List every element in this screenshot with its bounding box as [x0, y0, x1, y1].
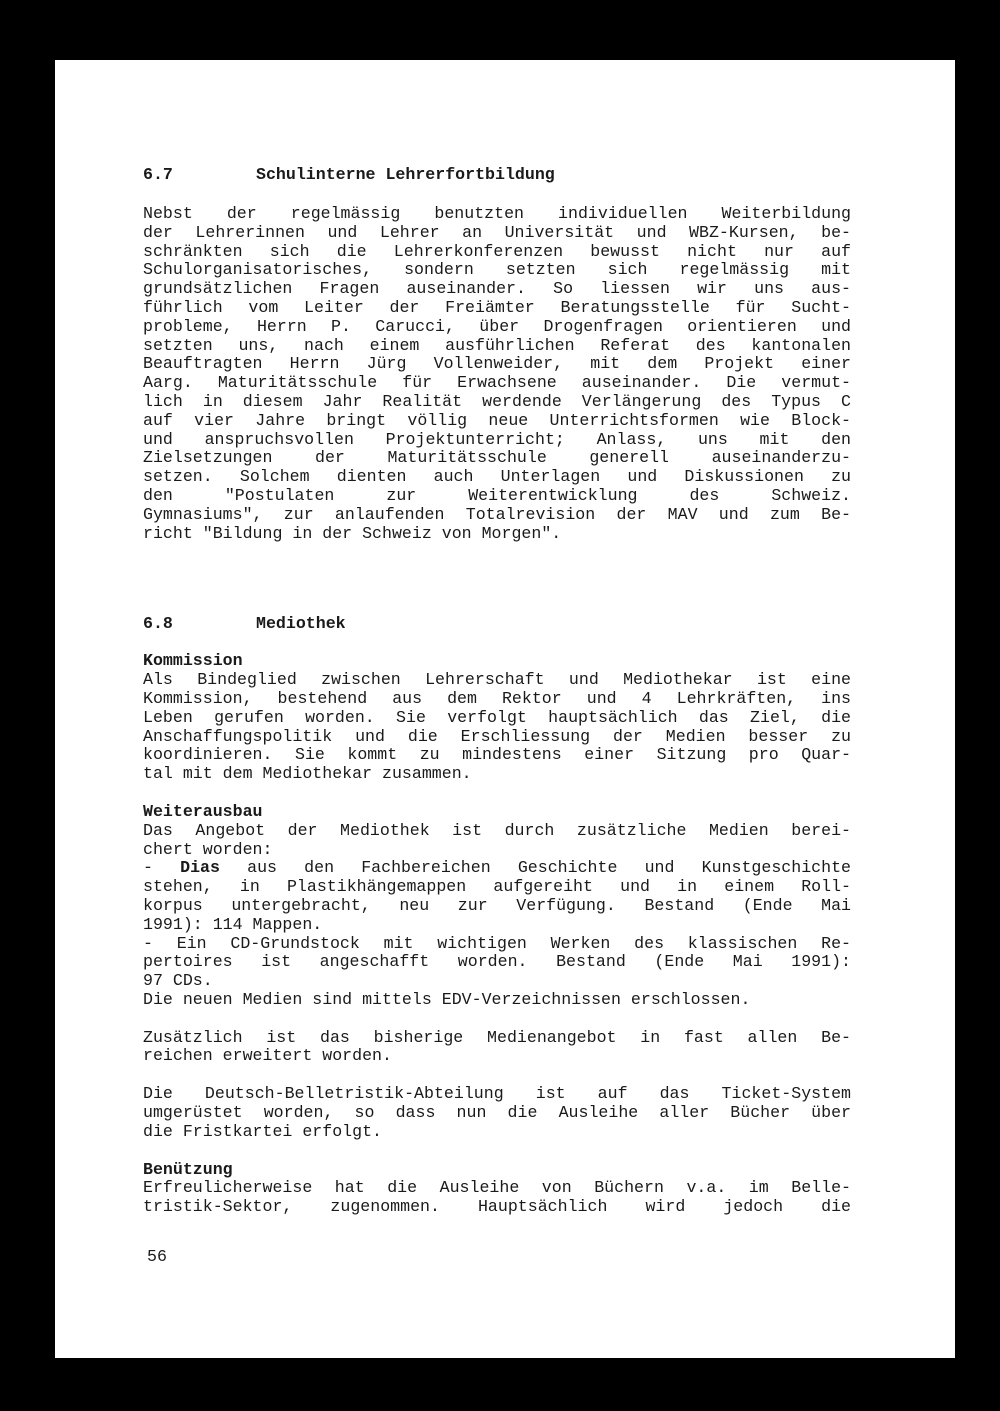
section-number: 6.8	[143, 614, 173, 634]
text-line: tal mit dem Mediothekar zusammen.	[143, 764, 472, 784]
weiterausbau-paragraph	[143, 822, 851, 860]
text-line: korpus untergebracht, neu zur Verfügung. Bestand (Ende Mai	[143, 895, 851, 915]
text-line: Als Bindeglied zwischen Lehrerschaft und Mediothekar ist eine	[143, 670, 851, 690]
text-line: schränkten sich die Lehrerkonferenzen bewusst nicht nur auf	[143, 241, 851, 261]
section-6-8-heading	[143, 615, 851, 635]
text-line: Schulorganisatorisches, sondern setzten sich regelmässig mit	[143, 260, 851, 280]
text-line: lich in diesem Jahr Realität werdende Verlängerung des Typus C	[143, 391, 851, 411]
text-line: Aarg. Maturitätsschule für Erwachsene auseinander. Die vermut-	[143, 373, 851, 393]
text-line: Erfreulicherweise hat die Ausleihe von Büchern v.a. im Belle-	[143, 1178, 851, 1198]
text-line: 97 CDs.	[143, 971, 213, 991]
text-line: und anspruchsvollen Projektunterricht; Anlass, uns mit den	[143, 429, 851, 449]
text-line: Leben gerufen worden. Sie verfolgt hauptsächlich das Ziel, die	[143, 707, 851, 727]
list-item-dias	[143, 859, 851, 934]
text-line: setzten uns, nach einem ausführlichen Referat des kantonalen	[143, 335, 851, 355]
text-line: tristik-Sektor, zugenommen. Hauptsächlich wird jedoch die	[143, 1197, 851, 1217]
text-line: grundsätzlichen Fragen auseinander. So liessen wir uns aus-	[143, 279, 851, 299]
section-6-7-paragraph	[143, 205, 851, 543]
text-line: 1991): 114 Mappen.	[143, 914, 323, 934]
text-line: Das Angebot der Mediothek ist durch zusätzliche Medien berei-	[143, 820, 851, 840]
kommission-paragraph	[143, 671, 851, 784]
ticket-system-paragraph	[143, 1085, 851, 1141]
section-title: Schulinterne Lehrerfortbildung	[256, 165, 555, 184]
text-line: den "Postulaten zur Weiterentwicklung des Schweiz.	[143, 485, 851, 505]
text-line: umgerüstet worden, so dass nun die Ausleihe aller Bücher über	[143, 1103, 851, 1123]
text-line: Anschaffungspolitik und die Erschliessung der Medien besser zu	[143, 726, 851, 746]
text-run: aus den Fachbereichen Geschichte und Kunstgeschichte	[219, 858, 851, 878]
text-line: Kommission, bestehend aus dem Rektor und 4 Lehrkräften, ins	[143, 688, 851, 708]
medienangebot-paragraph	[143, 1029, 851, 1067]
bold-term: Dias	[180, 858, 220, 878]
text-line	[143, 858, 851, 878]
text-line: Zielsetzungen der Maturitätsschule generell auseinanderzu-	[143, 448, 851, 468]
text-line: Die Deutsch-Belletristik-Abteilung ist auf das Ticket-System	[143, 1084, 851, 1104]
bullet-dash: -	[143, 858, 181, 878]
subheading-weiterausbau: Weiterausbau	[143, 801, 263, 821]
text-line: die Fristkartei erfolgt.	[143, 1121, 382, 1141]
text-line: Die neuen Medien sind mittels EDV-Verzeichnissen erschlossen.	[143, 989, 751, 1009]
text-run: Ein CD-Grundstock mit wichtigen Werken des klassischen Re-	[176, 933, 851, 953]
text-line: Gymnasiums", zur anlaufenden Totalrevision der MAV und zum Be-	[143, 504, 851, 524]
subheading-kommission: Kommission	[143, 651, 243, 671]
text-line: richt "Bildung in der Schweiz von Morgen".	[143, 523, 562, 543]
text-line: reichen erweitert worden.	[143, 1046, 392, 1066]
text-line: führlich vom Leiter der Freiämter Beratungsstelle für Sucht-	[143, 297, 851, 317]
bullet-dash: -	[143, 933, 177, 953]
list-item-cds	[143, 935, 851, 991]
section-6-7-heading	[143, 166, 851, 186]
page-number: 56	[147, 1247, 167, 1266]
page-content	[143, 166, 851, 1217]
text-line: der Lehrerinnen und Lehrer an Universität und WBZ-Kursen, be-	[143, 222, 851, 242]
text-line: stehen, in Plastikhängemappen aufgereiht und in einem Roll-	[143, 877, 851, 897]
text-line: Beauftragten Herrn Jürg Vollenweider, mit dem Projekt einer	[143, 354, 851, 374]
section-number: 6.7	[143, 165, 173, 184]
text-line: koordinieren. Sie kommt zu mindestens einer Sitzung pro Quar-	[143, 745, 851, 765]
text-line: Zusätzlich ist das bisherige Medienangebot in fast allen Be-	[143, 1027, 851, 1047]
text-line: Nebst der regelmässig benutzten individuellen Weiterbildung	[143, 204, 851, 223]
document-page	[55, 60, 955, 1358]
section-title: Mediothek	[256, 614, 346, 634]
benuetzung-paragraph	[143, 1179, 851, 1217]
text-line: chert worden:	[143, 839, 273, 859]
text-line: auf vier Jahre bringt völlig neue Unterrichtsformen wie Block-	[143, 410, 851, 430]
text-line: setzen. Solchem dienten auch Unterlagen und Diskussionen zu	[143, 467, 851, 487]
text-line	[143, 933, 851, 954]
text-line: pertoires ist angeschafft worden. Bestand (Ende Mai 1991):	[143, 952, 851, 972]
text-line: probleme, Herrn P. Carucci, über Drogenfragen orientieren und	[143, 316, 851, 336]
subheading-benuetzung: Benützung	[143, 1159, 233, 1179]
